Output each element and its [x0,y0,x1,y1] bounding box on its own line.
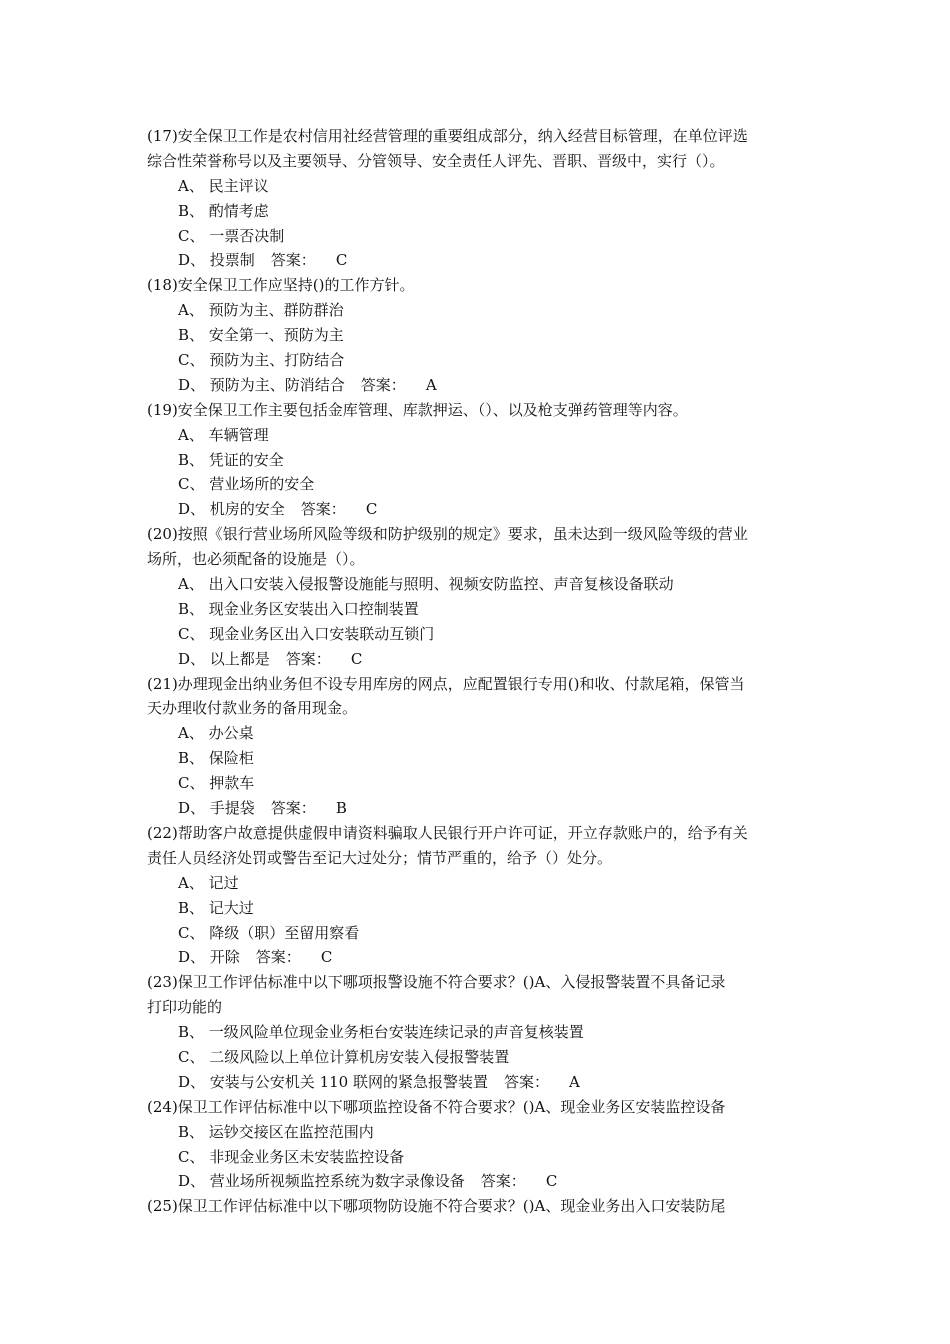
answer-value: B [335,799,347,818]
option [147,298,812,323]
question-text: 责任人员经济处罚或警告至记大过处分；情节严重的，给予（）处分。 [147,848,613,867]
question-text: (19)安全保卫工作主要包括金库管理、库款押运、（）、以及枪支弹药管理等内容。 [147,400,688,419]
option-text: C、 非现金业务区未安装监控设备 [178,1147,405,1166]
option [147,448,812,473]
option-text: D、 投票制 [178,251,255,270]
answer-value: A [568,1072,580,1091]
option-text: A、 办公桌 [178,724,254,743]
option [147,224,812,249]
option-text: B、 运钞交接区在监控范围内 [178,1122,374,1141]
option-text: C、 预防为主、打防结合 [178,351,345,370]
question-text: 打印功能的 [147,998,223,1017]
option-text: D、 安装与公安机关 110 联网的紧急报警装置 [178,1072,488,1091]
option-text: C、 一票否决制 [178,226,285,245]
answer-label: 答案： [255,948,301,967]
option [147,721,812,746]
option-text: D、 营业场所视频监控系统为数字录像设备 [178,1172,465,1191]
option-text: B、 酌情考虑 [178,201,269,220]
option-text: B、 凭证的安全 [178,450,284,469]
question-text: 天办理收付款业务的备用现金。 [147,699,358,718]
question-block [147,273,812,397]
question-block [147,970,812,1094]
option [147,1169,812,1194]
answer-value: C [335,251,348,270]
option [147,746,812,771]
option-text: C、 现金业务区出入口安装联动互锁门 [178,624,435,643]
answer-value: C [365,500,378,519]
option [147,896,812,921]
option [147,871,812,896]
option [147,796,812,821]
answer-label: 答案： [270,251,316,270]
answer-label: 答案： [480,1172,526,1191]
option [147,199,812,224]
option-text: C、 营业场所的安全 [178,475,315,494]
option-text: B、 现金业务区安装出入口控制装置 [178,599,419,618]
question-text: (22)帮助客户故意提供虚假申请资料骗取人民银行开户许可证，开立存款账户的，给予有关 [147,823,748,842]
question-text: 综合性荣誉称号以及主要领导、分管领导、安全责任人评先、晋职、晋级中，实行（）。 [147,151,725,170]
option-text: B、 一级风险单位现金业务柜台安装连续记录的声音复核装置 [178,1023,584,1042]
answer-value: C [350,649,363,668]
option-text: C、 降级（职）至留用察看 [178,923,360,942]
answer-value: C [545,1172,558,1191]
option-text: D、 手提袋 [178,799,255,818]
option [147,497,812,522]
option [147,423,812,448]
option [147,622,812,647]
option-text: A、 车辆管理 [178,425,269,444]
question-block [147,1095,812,1195]
question-block [147,821,812,970]
option-text: A、 预防为主、群防群治 [178,301,344,320]
option [147,1045,812,1070]
option-text: D、 以上都是 [178,649,270,668]
answer-label: 答案： [270,799,316,818]
answer-label: 答案： [503,1072,549,1091]
answer-label: 答案： [285,649,331,668]
question-text: 场所，也必须配备的设施是（）。 [147,550,365,569]
option-text: A、 出入口安装入侵报警设施能与照明、视频安防监控、声音复核设备联动 [178,575,674,594]
option [147,472,812,497]
option-text: A、 记过 [178,873,239,892]
question-text: (24)保卫工作评估标准中以下哪项监控设备不符合要求？()A、现金业务区安装监控设备 [147,1097,726,1116]
option [147,1120,812,1145]
question-block [147,398,812,522]
option [147,323,812,348]
option [147,1070,812,1095]
question-text: (23)保卫工作评估标准中以下哪项报警设施不符合要求？()A、入侵报警装置不具备记录 [147,973,726,992]
option-text: C、 押款车 [178,774,255,793]
question-text: (20)按照《银行营业场所风险等级和防护级别的规定》要求，虽未达到一级风险等级的营业 [147,525,748,544]
question-text: (21)办理现金出纳业务但不设专用库房的网点，应配置银行专用()和收、付款尾箱，保管当 [147,674,745,693]
answer-value: C [320,948,333,967]
question-text: (18)安全保卫工作应坚持()的工作方针。 [147,276,415,295]
option [147,1145,812,1170]
option-text: B、 记大过 [178,898,254,917]
answer-label: 答案： [360,375,406,394]
option [147,771,812,796]
option [147,921,812,946]
option [147,945,812,970]
option [147,1020,812,1045]
question-list [147,124,812,1219]
option [147,597,812,622]
answer-value: A [425,375,437,394]
option-text: A、 民主评议 [178,176,269,195]
option-text: B、 安全第一、预防为主 [178,326,344,345]
option-text: D、 预防为主、防消结合 [178,375,345,394]
option-text: D、 机房的安全 [178,500,285,519]
question-text: (25)保卫工作评估标准中以下哪项物防设施不符合要求？()A、现金业务出入口安装防尾 [147,1197,726,1216]
option [147,373,812,398]
option-text: D、 开除 [178,948,240,967]
question-block [147,1194,812,1219]
question-block [147,672,812,821]
option [147,248,812,273]
option-text: C、 二级风险以上单位计算机房安装入侵报警装置 [178,1047,510,1066]
question-block [147,124,812,273]
option [147,647,812,672]
question-text: (17)安全保卫工作是农村信用社经营管理的重要组成部分，纳入经营目标管理，在单位评选 [147,127,748,145]
option [147,348,812,373]
question-block [147,522,812,671]
answer-label: 答案： [300,500,346,519]
option-text: B、 保险柜 [178,749,254,768]
option [147,174,812,199]
option [147,572,812,597]
